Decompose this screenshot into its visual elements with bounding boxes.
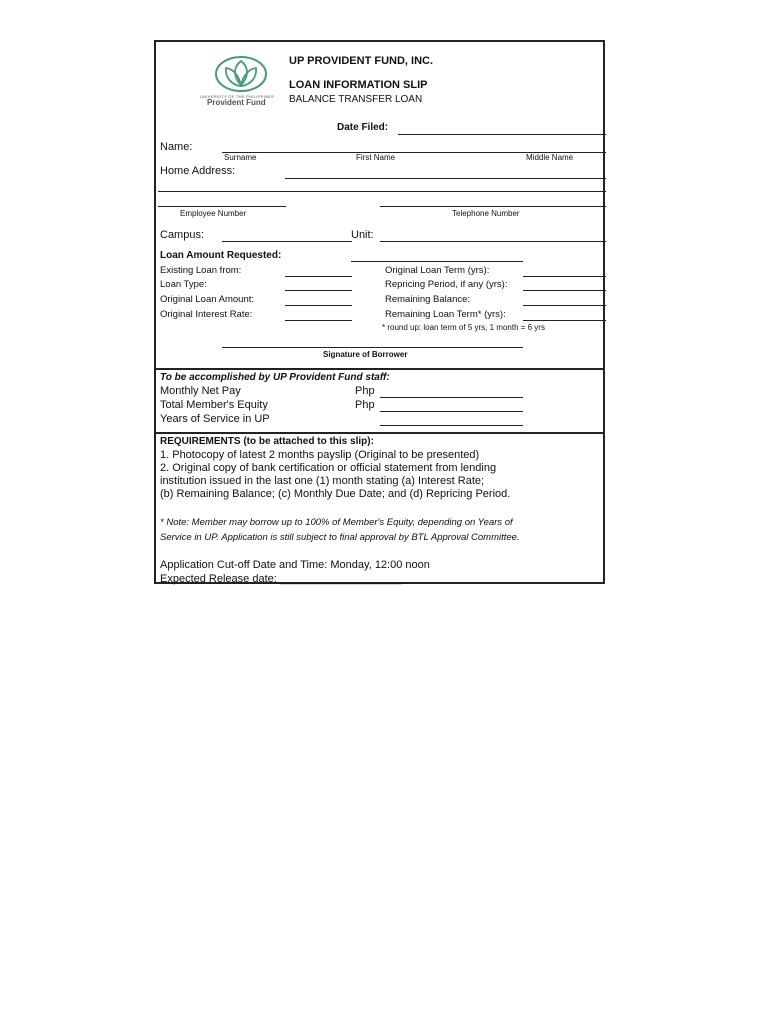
home-address-field-1[interactable] bbox=[285, 178, 606, 179]
original-loan-term-field[interactable] bbox=[523, 276, 606, 277]
home-address-label: Home Address: bbox=[160, 165, 236, 177]
years-of-service-label: Years of Service in UP bbox=[160, 413, 270, 425]
section-divider-2 bbox=[156, 432, 603, 434]
logo-university-text: UNIVERSITY OF THE PHILIPPINES bbox=[200, 94, 275, 99]
requirement-line-3: institution issued in the last one (1) month stating (a) Interest Rate; bbox=[160, 475, 485, 487]
total-members-equity-field[interactable] bbox=[380, 411, 523, 412]
unit-label: Unit: bbox=[351, 229, 374, 241]
campus-label: Campus: bbox=[160, 229, 205, 241]
logo-fund-text: Provident Fund bbox=[207, 98, 266, 107]
requirement-line-2: 2. Original copy of bank certification or official statement from lending bbox=[160, 462, 497, 474]
middle-name-caption: Middle Name bbox=[526, 153, 574, 162]
original-loan-amount-label: Original Loan Amount: bbox=[160, 294, 255, 305]
repricing-period-field[interactable] bbox=[523, 290, 606, 291]
rounding-note: * round up: loan term of 5 yrs, 1 month = 6 yrs bbox=[382, 323, 545, 332]
requirement-line-1: 1. Photocopy of latest 2 months payslip (Original to be presented) bbox=[160, 449, 480, 461]
form-subtitle: BALANCE TRANSFER LOAN bbox=[289, 94, 423, 105]
loan-amount-requested-label: Loan Amount Requested: bbox=[160, 250, 282, 261]
loan-type-field[interactable] bbox=[285, 290, 352, 291]
campus-field[interactable] bbox=[222, 241, 352, 242]
requirements-heading: REQUIREMENTS (to be attached to this slip): bbox=[160, 436, 374, 447]
original-loan-amount-field[interactable] bbox=[285, 305, 352, 306]
remaining-loan-term-label: Remaining Loan Term* (yrs): bbox=[385, 309, 506, 320]
home-address-field-2[interactable] bbox=[158, 191, 606, 192]
years-of-service-field[interactable] bbox=[380, 425, 523, 426]
section-divider-1 bbox=[156, 368, 603, 370]
equity-note-line-1: * Note: Member may borrow up to 100% of Member's Equity, depending on Years of bbox=[160, 517, 513, 528]
telephone-number-field[interactable] bbox=[380, 206, 606, 207]
loan-type-label: Loan Type: bbox=[160, 279, 207, 290]
signature-field[interactable] bbox=[222, 347, 523, 348]
employee-number-field[interactable] bbox=[158, 206, 286, 207]
existing-loan-from-field[interactable] bbox=[285, 276, 352, 277]
remaining-balance-field[interactable] bbox=[523, 305, 606, 306]
original-interest-rate-label: Original Interest Rate: bbox=[160, 309, 253, 320]
date-filed-label: Date Filed: bbox=[337, 122, 389, 133]
total-members-equity-prefix: Php bbox=[355, 399, 375, 411]
cutoff-text: Application Cut-off Date and Time: Monday, 12:00 noon bbox=[160, 559, 430, 571]
expected-release-text: Expected Release date: ____________________ bbox=[160, 573, 403, 585]
monthly-net-pay-field[interactable] bbox=[380, 397, 523, 398]
existing-loan-from-label: Existing Loan from: bbox=[160, 265, 242, 276]
remaining-loan-term-field[interactable] bbox=[523, 320, 606, 321]
staff-section-heading: To be accomplished by UP Provident Fund staff: bbox=[160, 372, 390, 383]
signature-caption: Signature of Borrower bbox=[323, 350, 408, 359]
requirement-line-4: (b) Remaining Balance; (c) Monthly Due Date; and (d) Repricing Period. bbox=[160, 488, 511, 500]
loan-information-slip bbox=[154, 40, 605, 584]
total-members-equity-label: Total Member's Equity bbox=[160, 399, 268, 411]
employee-number-caption: Employee Number bbox=[180, 209, 247, 218]
monthly-net-pay-label: Monthly Net Pay bbox=[160, 385, 241, 397]
name-label: Name: bbox=[160, 141, 193, 153]
repricing-period-label: Repricing Period, if any (yrs): bbox=[385, 279, 508, 290]
date-filed-field[interactable] bbox=[398, 134, 606, 135]
monthly-net-pay-prefix: Php bbox=[355, 385, 375, 397]
org-name: UP PROVIDENT FUND, INC. bbox=[289, 55, 434, 67]
equity-note-line-2: Service in UP. Application is still subject to final approval by BTL Approval Committee. bbox=[160, 532, 520, 543]
remaining-balance-label: Remaining Balance: bbox=[385, 294, 471, 305]
telephone-number-caption: Telephone Number bbox=[452, 209, 520, 218]
form-title: LOAN INFORMATION SLIP bbox=[289, 79, 428, 91]
original-loan-term-label: Original Loan Term (yrs): bbox=[385, 265, 490, 276]
original-interest-rate-field[interactable] bbox=[285, 320, 352, 321]
loan-amount-requested-field[interactable] bbox=[351, 261, 523, 262]
unit-field[interactable] bbox=[380, 241, 606, 242]
first-name-caption: First Name bbox=[356, 153, 396, 162]
surname-caption: Surname bbox=[224, 153, 257, 162]
